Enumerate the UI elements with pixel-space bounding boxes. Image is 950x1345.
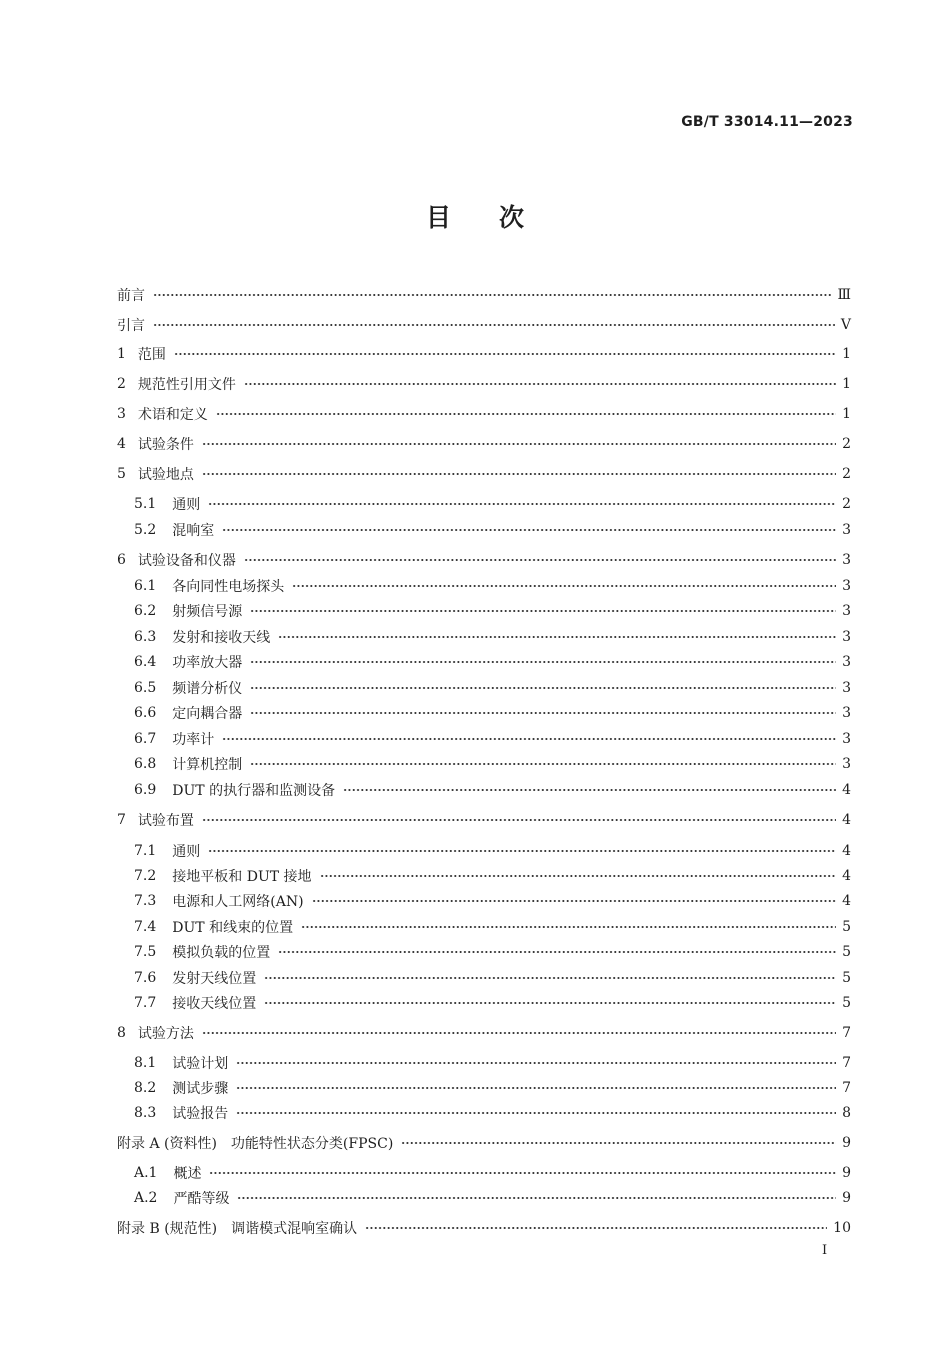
- dot-leader: [202, 1031, 836, 1035]
- dot-leader: [250, 609, 836, 613]
- toc-entry-page: 3: [842, 629, 851, 645]
- toc-entry-page: 3: [842, 705, 851, 721]
- dot-leader: [202, 818, 836, 822]
- toc-entry: [117, 1022, 851, 1044]
- toc-entry-title: 混响室: [172, 523, 215, 539]
- toc-entry-page: 1: [842, 376, 851, 392]
- toc-entry-title: 各向同性电场探头: [172, 579, 285, 595]
- toc-entry-title: 试验地点: [137, 467, 194, 483]
- dot-leader: [320, 874, 837, 878]
- toc-entry-title: DUT 的执行器和监测设备: [172, 783, 336, 799]
- toc-entry-title: 定向耦合器: [172, 706, 243, 722]
- dot-leader: [264, 1001, 836, 1005]
- toc-entry-page: 4: [842, 843, 851, 859]
- dot-leader: [250, 660, 836, 664]
- toc-entry-title: 模拟负载的位置: [172, 945, 271, 961]
- toc-entry-page: 7: [842, 1055, 851, 1071]
- toc-entry-title: 试验设备和仪器: [137, 553, 236, 569]
- toc-entry-page: 2: [842, 466, 851, 482]
- toc-entry-number: 5.2: [134, 522, 157, 538]
- toc-entry-title: 发射和接收天线: [172, 630, 271, 646]
- toc-entry: [134, 890, 851, 912]
- toc-entry-page: 7: [842, 1080, 851, 1096]
- toc-entry-number: 6.1: [134, 578, 157, 594]
- toc-entry-number: 6.2: [134, 603, 157, 619]
- toc-entry: [134, 626, 851, 648]
- toc-entry: [134, 493, 851, 515]
- toc-entry: [134, 600, 851, 622]
- toc-entry-page: 1: [842, 406, 851, 422]
- toc-entry-number: 5.1: [134, 496, 157, 512]
- toc-entry-title: 规范性引用文件: [137, 377, 236, 393]
- dot-leader: [202, 472, 836, 476]
- toc-entry-number: 6.3: [134, 629, 157, 645]
- toc-entry-number: 4: [117, 436, 126, 452]
- toc-entry-number: A.1: [134, 1165, 158, 1181]
- toc-entry-page: 2: [842, 436, 851, 452]
- toc-entry-title: 接地平板和 DUT 接地: [172, 869, 312, 885]
- toc-entry-page: 4: [842, 782, 851, 798]
- dot-leader: [278, 635, 836, 639]
- toc-entry: [134, 519, 851, 541]
- dot-leader: [244, 382, 836, 386]
- dot-leader: [401, 1141, 836, 1145]
- toc-entry-page: 2: [842, 496, 851, 512]
- toc-entry-number: 8.1: [134, 1055, 157, 1071]
- toc-entry-title: 引言: [117, 318, 145, 334]
- standard-code: GB/T 33014.11—2023: [681, 114, 853, 130]
- toc-entry-number: 7: [117, 812, 126, 828]
- dot-leader: [343, 788, 836, 792]
- toc-entry-number: 7.6: [134, 970, 157, 986]
- toc-entry: [134, 865, 851, 887]
- toc-entry-page: 7: [842, 1025, 851, 1041]
- toc-entry-title: 概述: [173, 1166, 202, 1182]
- toc-entry-page: 8: [842, 1105, 851, 1121]
- toc-entry-page: Ⅴ: [840, 317, 851, 333]
- page-number: I: [822, 1243, 828, 1258]
- toc-entry-page: 5: [842, 919, 851, 935]
- toc-entry: [117, 809, 851, 831]
- toc-entry-title: 前言: [117, 288, 145, 304]
- dot-leader: [208, 502, 836, 506]
- toc-entry: [134, 779, 851, 801]
- dot-leader: [236, 1111, 836, 1115]
- toc-entry-page: 4: [842, 893, 851, 909]
- dot-leader: [222, 737, 836, 741]
- toc-entry-number: 1: [117, 346, 126, 362]
- toc-entry-title: 功率放大器: [172, 655, 243, 671]
- dot-leader: [222, 528, 836, 532]
- toc-entry-title: 射频信号源: [172, 604, 243, 620]
- toc-entry-page: 4: [842, 868, 851, 884]
- toc-entry-title: 术语和定义: [137, 407, 208, 423]
- toc-entry-page: 3: [842, 756, 851, 772]
- toc-entry-title: 范围: [137, 347, 166, 363]
- toc-entry: [117, 1217, 851, 1239]
- dot-leader: [365, 1226, 827, 1230]
- toc-entry: [134, 702, 851, 724]
- toc-entry-title: 附录 B (规范性) 调谐模式混响室确认: [117, 1221, 358, 1237]
- toc-entry: [117, 343, 851, 365]
- toc-entry-title: 试验报告: [172, 1106, 229, 1122]
- toc-entry-title: 严酷等级: [173, 1191, 230, 1207]
- dot-leader: [250, 686, 836, 690]
- dot-leader: [209, 1171, 836, 1175]
- toc-entry: [134, 753, 851, 775]
- toc-entry: [117, 373, 851, 395]
- toc-entry: [134, 728, 851, 750]
- toc-entry-number: 6.8: [134, 756, 157, 772]
- dot-leader: [244, 558, 836, 562]
- toc-entry: [134, 1162, 851, 1184]
- toc-entry-number: 7.2: [134, 868, 157, 884]
- toc-entry-number: 6.7: [134, 731, 157, 747]
- toc-entry-page: 1: [842, 346, 851, 362]
- toc-entry-title: 通则: [172, 497, 201, 513]
- toc-entry: [134, 967, 851, 989]
- dot-leader: [236, 1086, 836, 1090]
- dot-leader: [292, 584, 836, 588]
- toc-entry-title: 试验布置: [137, 813, 194, 829]
- dot-leader: [250, 762, 836, 766]
- toc-entry-title: 接收天线位置: [172, 996, 257, 1012]
- toc-entry: [134, 1077, 851, 1099]
- dot-leader: [202, 442, 836, 446]
- toc-entry: [134, 840, 851, 862]
- dot-leader: [278, 950, 836, 954]
- toc-entry-number: 6.5: [134, 680, 157, 696]
- toc-entry-number: 7.7: [134, 995, 157, 1011]
- dot-leader: [153, 293, 831, 297]
- toc-entry-page: 5: [842, 995, 851, 1011]
- toc-entry-page: 3: [842, 522, 851, 538]
- toc-entry-page: 9: [842, 1190, 851, 1206]
- page-title: 目次: [425, 203, 572, 232]
- toc-entry-page: 3: [842, 552, 851, 568]
- toc-entry-page: 3: [842, 731, 851, 747]
- toc-entry-number: 8.2: [134, 1080, 157, 1096]
- toc-entry-page: 5: [842, 970, 851, 986]
- toc-entry-number: A.2: [134, 1190, 158, 1206]
- dot-leader: [174, 352, 836, 356]
- toc-entry: [117, 463, 851, 485]
- toc-entry: [117, 549, 851, 571]
- toc-entry-page: 9: [842, 1135, 851, 1151]
- toc-entry-page: 4: [842, 812, 851, 828]
- toc-entry-page: 3: [842, 603, 851, 619]
- dot-leader: [301, 925, 836, 929]
- toc-entry-title: DUT 和线束的位置: [172, 920, 294, 936]
- toc-entry-page: 3: [842, 680, 851, 696]
- toc-entry-number: 7.1: [134, 843, 157, 859]
- toc-entry-title: 试验方法: [137, 1026, 194, 1042]
- toc-entry: [134, 1102, 851, 1124]
- dot-leader: [153, 323, 835, 327]
- toc-entry: [134, 992, 851, 1014]
- toc-entry-number: 6.6: [134, 705, 157, 721]
- toc-entry-title: 试验条件: [137, 437, 194, 453]
- toc-entry-title: 频谱分析仪: [172, 681, 243, 697]
- toc-entry-title: 发射天线位置: [172, 971, 257, 987]
- dot-leader: [312, 899, 837, 903]
- toc-entry: [134, 1052, 851, 1074]
- toc-entry-number: 7.3: [134, 893, 157, 909]
- toc-entry-page: 3: [842, 654, 851, 670]
- toc-entry-number: 7.5: [134, 944, 157, 960]
- dot-leader: [216, 412, 836, 416]
- toc-entry: [134, 575, 851, 597]
- toc-entry-number: 7.4: [134, 919, 157, 935]
- toc-entry-title: 通则: [172, 844, 201, 860]
- toc-entry-title: 测试步骤: [172, 1081, 229, 1097]
- toc-entry: [117, 433, 851, 455]
- toc-entry-number: 8: [117, 1025, 126, 1041]
- toc-entry: [134, 677, 851, 699]
- toc-entry-number: 6.4: [134, 654, 157, 670]
- dot-leader: [208, 849, 836, 853]
- toc-entry-number: 6: [117, 552, 126, 568]
- toc-entry-title: 附录 A (资料性) 功能特性状态分类(FPSC): [117, 1136, 394, 1152]
- toc-entry-title: 电源和人工网络(AN): [172, 894, 304, 910]
- toc-entry: [134, 941, 851, 963]
- dot-leader: [264, 976, 836, 980]
- dot-leader: [236, 1061, 836, 1065]
- toc-entry-page: 5: [842, 944, 851, 960]
- toc-entry: [134, 1187, 851, 1209]
- dot-leader: [237, 1196, 836, 1200]
- toc-entry-number: 5: [117, 466, 126, 482]
- toc-entry: [117, 1132, 851, 1154]
- toc-entry-title: 计算机控制: [172, 757, 243, 773]
- toc-entry-number: 3: [117, 406, 126, 422]
- toc-entry-number: 8.3: [134, 1105, 157, 1121]
- dot-leader: [250, 711, 836, 715]
- toc-entry-page: Ⅲ: [837, 287, 851, 303]
- toc-entry-page: 3: [842, 578, 851, 594]
- toc-entry-number: 6.9: [134, 782, 157, 798]
- toc-entry: [134, 916, 851, 938]
- toc-entry-title: 试验计划: [172, 1056, 229, 1072]
- toc-entry: [117, 284, 851, 306]
- toc-entry-page: 10: [833, 1220, 851, 1236]
- toc-entry-page: 9: [842, 1165, 851, 1181]
- toc-entry-number: 2: [117, 376, 126, 392]
- toc-entry: [117, 314, 851, 336]
- toc-entry-title: 功率计: [172, 732, 215, 748]
- toc-entry: [134, 651, 851, 673]
- toc-entry: [117, 403, 851, 425]
